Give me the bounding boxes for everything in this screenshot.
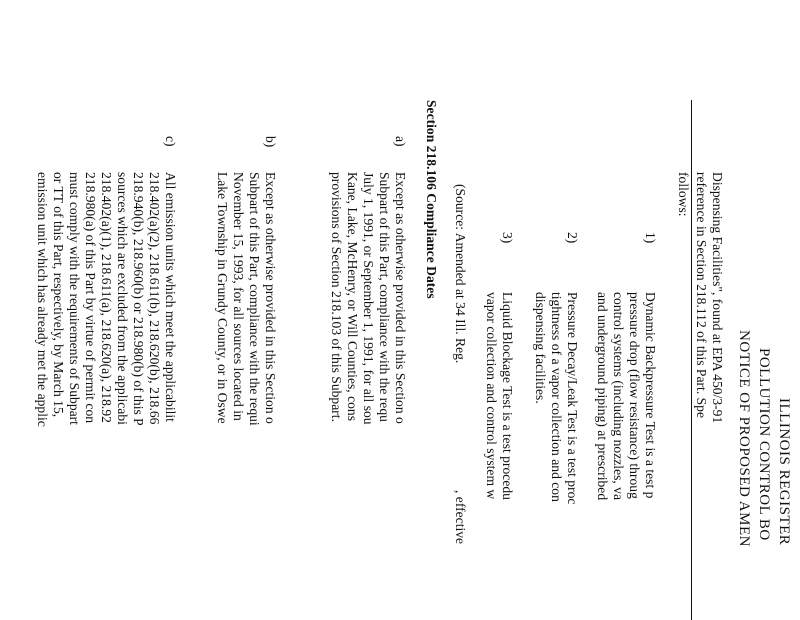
section-heading: Section 218.106 Compliance Dates <box>424 100 439 299</box>
subsection-line: July 1, 1991, or September 1, 1991, for all sou <box>361 172 376 425</box>
subsection-line: emission unit which has already met the applic <box>35 172 50 427</box>
item-line: Dynamic Backpressure Test is a test p <box>643 292 658 499</box>
item-line: Liquid Blockage Test is a test procedu <box>500 292 515 500</box>
board-title: POLLUTION CONTROL BO <box>756 348 772 541</box>
subsection-line: 218.940(b), 218.960(b) or 218.980(b) of this P <box>131 172 146 426</box>
item-line: tightness of a vapor collection and con <box>549 292 564 502</box>
item-line: Pressure Decay/Leak Test is a test proc <box>565 292 580 505</box>
source-effective: , effective <box>453 490 468 545</box>
subsection-line: November 15, 1993, for all sources located in <box>231 172 246 421</box>
subsection-line: sources which are excluded from the applicabi <box>115 172 130 425</box>
subsection-line: Subpart of this Part, compliance with the requ <box>377 172 392 422</box>
item-number: 2) <box>565 232 580 244</box>
header-rule <box>691 100 692 620</box>
subsection-line: provisions of Section 218.103 of this Subpart. <box>329 172 344 422</box>
subsection-line: must comply with the requirements of Subpart <box>67 172 82 425</box>
subsection-line: Except as otherwise provided in this Section o <box>263 172 278 424</box>
item-line: and underground piping) at prescribed <box>595 292 610 501</box>
item-line: control systems (including nozzles, va <box>611 292 626 501</box>
intro-line: reference in Section 218.112 of this Part. Spe <box>694 172 709 419</box>
source-note: (Source: Amended at 34 Ill. Reg. <box>453 184 468 364</box>
subsection-line: 218.402(a)(2), 218.611(b), 218.620(b), 218.66 <box>147 172 162 425</box>
register-title: ILLINOIS REGISTER <box>776 398 792 546</box>
item-number: 1) <box>643 232 658 244</box>
item-line: vapor collection and control system w <box>484 292 499 500</box>
intro-line: Dispensing Facilities", found at EPA 450/3-91 <box>710 172 725 424</box>
subsection-line: Lake Township in Grundy County, or in Oswe <box>215 172 230 424</box>
item-number: 3) <box>500 232 515 244</box>
subsection-line: All emission units which meet the applicabilit <box>163 172 178 422</box>
subsection-line: or TT of this Part, respectively, by March 15, <box>51 172 66 418</box>
subsection-line: 218.402(a)(1), 218.611(a), 218.620(a), 218.92 <box>99 172 114 423</box>
subsection-line: Except as otherwise provided in this Section o <box>393 172 408 424</box>
subsection-label: a) <box>393 136 408 147</box>
item-line: pressure drop (flow resistance) throug <box>627 292 642 499</box>
item-line: dispensing facilities. <box>533 292 548 404</box>
subsection-line: Kane, Lake, McHenry, or Will Counties, cons <box>345 172 360 421</box>
subsection-label: c) <box>163 136 178 147</box>
subsection-line: 218.980(a) of this Part by virtue of permit con <box>83 172 98 424</box>
notice-title: NOTICE OF PROPOSED AMEN <box>736 330 752 547</box>
subsection-label: b) <box>263 136 278 148</box>
intro-line: follows: <box>676 172 691 217</box>
subsection-line: Subpart of this Part, compliance with the requi <box>247 172 262 426</box>
